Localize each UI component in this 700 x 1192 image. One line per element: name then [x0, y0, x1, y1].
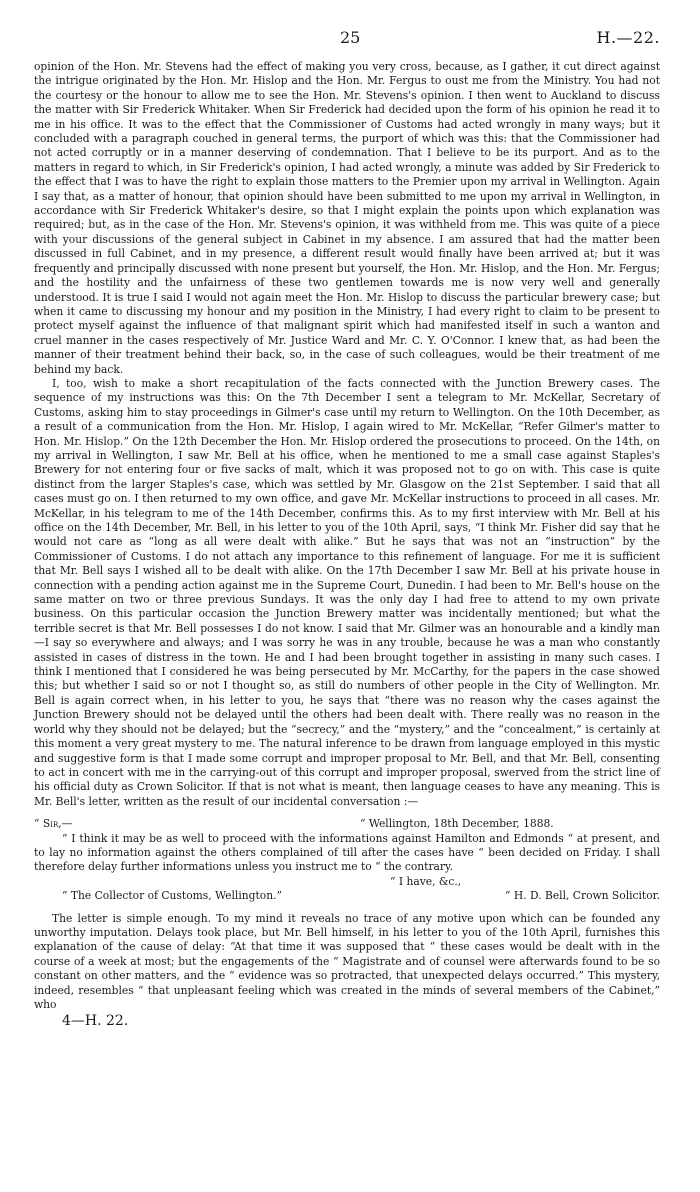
- signature-reference: 4—H. 22.: [62, 1013, 129, 1030]
- letter-heading-row: [34, 817, 660, 831]
- page-number: 25: [340, 28, 361, 47]
- quoted-letter: [34, 817, 660, 903]
- document-code: H.—22.: [596, 28, 660, 47]
- paragraph-recapitulation: I, too, wish to make a short recapitulation of the facts connected with the Junction Brewery cases. The sequence of my instructions was this: On the 7th December I sent a telegram to Mr. McKellar, Secretary of Customs, asking him to stay proceedings in Gilmer's case until my return to Wellington. On the 10th December, as a result of a communication from the Hon. Mr. Hislop, I again wired to Mr. McKellar, “Refer Gilmer's matter to Hon. Mr. Hislop.” On the 12th December the Hon. Mr. Hislop ordered the prosecutions to proceed. On the 14th, on my arrival in Wellington, I saw Mr. Bell at his office, when he mentioned to me a small case against Staples's Brewery for not entering four or five sacks of malt, which it was proposed not to go on with. This case is quite distinct from the larger Staples's case, which was settled by Mr. Glasgow on the 21st September. I said that all cases must go on. I then returned to my own office, and gave Mr. McKellar instructions to proceed in all cases. Mr. McKellar, in his telegram to me of the 14th December, confirms this. As to my first interview with Mr. Bell at his office on the 14th December, Mr. Bell, in his letter to you of the 10th April, says, “I think Mr. Fisher did say that he would not care as “long as all were dealt with alike.” But he says that was not an “instruction” by the Commissioner of Customs. I do not attach any importance to this refinement of language. For me it is sufficient that Mr. Bell says I wished all to be dealt with alike. On the 17th December I saw Mr. Bell at his private house in connection with a pending action against me in the Supreme Court, Dunedin. I had been to Mr. Bell's house on the same matter on two or three previous Sundays. It was the only day I had free to attend to my own private business. On this particular occasion the Junction Brewery matter was incidentally mentioned; but what the terrible secret is that Mr. Bell possesses I do not know. I said that Mr. Gilmer was an honourable and a kindly man—I say so everywhere and always; and I was sorry he was in any trouble, because he was a man who constantly assisted in cases of distress in the town. He and I had been brought together in assisting in many such cases. I think I mentioned that I considered he was being persecuted by Mr. McCarthy, for the papers in the case showed this; but whether I said so or not I thought so, as still do numbers of other people in the City of Wellington. Mr. Bell is again correct when, in his letter to you, he says that “there was no reason why the cases against the Junction Brewery should not be delayed until the others had been dealt with. There really was no reason in the world why they should not be delayed; but the “secrecy,” and the “mystery,” and the “concealment,” is certainly at this moment a very great mystery to me. The natural inference to be drawn from language employed in this mystic and suggestive form is that I made some corrupt and improper proposal to Mr. Bell, and that Mr. Bell, consenting to act in concert with me in the carrying-out of this corrupt and improper proposal, swerved from the strict line of his official duty as Crown Solicitor. If that is not what is meant, then language ceases to have any meaning. This is Mr. Bell's letter, written as the result of our incidental conversation :—: [34, 376, 660, 808]
- body-text-after-letter: [34, 912, 660, 1013]
- letter-closing: “ I have, &c.,: [390, 874, 462, 888]
- letter-sign-row: [34, 889, 660, 903]
- letter-body: “ I think it may be as well to proceed with the informations against Hamilton and Edmonds “ at present, and to lay no information against the others complained of till after the cases have “ been decided on Friday. I shall therefore delay further informations unless you instruct me to “ the contrary.: [34, 831, 660, 874]
- letter-salutation: “ Sir,—: [34, 817, 73, 831]
- letter-signature: “ H. D. Bell, Crown Solicitor.: [505, 889, 660, 903]
- paragraph-letter-commentary: The letter is simple enough. To my mind it reveals no trace of any motive upon which can be founded any unworthy imputation. Delays took place, but Mr. Bell himself, in his letter to you of the 10th April, furnishes this explanation of the cause of delay: “At that time it was supposed that “ these cases would be dealt with in the course of a week at most; but the engagements of the “ Magistrate and of counsel were afterwards found to be so constant on other matters, and the “ evidence was so protracted, that unexpected delays occurred.” This mystery, indeed, resembles “ that unpleasant feeling which was created in the minds of several members of the Cabinet,” who: [34, 911, 660, 1011]
- letter-addressee: “ The Collector of Customs, Wellington.”: [62, 889, 282, 903]
- paragraph-opinion-continued: opinion of the Hon. Mr. Stevens had the effect of making you very cross, because, as I gather, it cut direct against the intrigue originated by the Hon. Mr. Hislop and the Hon. Mr. Fergus to oust me from the Ministry. You had not the courtesy or the honour to allow me to see the Hon. Mr. Stevens's opinion. I then went to Auckland to discuss the matter with Sir Frederick Whitaker. When Sir Frederick had decided upon the form of his opinion he read it to me in his office. It was to the effect that the Commissioner of Customs had acted wrongly in many ways; but it concluded with a paragraph couched in general terms, the purport of which was this: that the Commissioner had not acted corruptly or in a manner deserving of condemnation. That I believe to be its purport. And as to the matters in regard to which, in Sir Frederick's opinion, I had acted wrongly, a minute was added by Sir Frederick to the effect that I was to have the right to explain those matters to the Premier upon my arrival in Wellington. Again I say that, as a matter of honour, that opinion should have been submitted to me upon my arrival in Wellington, in accordance with Sir Frederick Whitaker's desire, so that I might explain the points upon which explanation was required; but, as in the case of the Hon. Mr. Stevens's opinion, it was withheld from me. This was quite of a piece with your discussions of the general subject in Cabinet in my absence. I am assured that had the matter been discussed in full Cabinet, and in my presence, a different result would finally have been arrived at; but it was frequently and principally discussed with none present but yourself, the Hon. Mr. Hislop, and the Hon. Mr. Fergus; and the hostility and the unfairness of these two gentlemen towards me is now very well and generally understood. It is true I said I would not again meet the Hon. Mr. Hislop to discuss the particular brewery case; but when it came to discussing my honour and my position in the Ministry, I had every right to claim to be present to protect myself against the influence of that malignant spirit which had manifested itself in such a wanton and cruel manner in the cases respectively of Mr. Justice Ward and Mr. C. Y. O'Connor. I knew that, as had been the manner of their treatment behind their back, so, in the case of such colleagues, would be their treatment of me behind my back.: [34, 60, 660, 376]
- body-text: [34, 60, 660, 809]
- letter-date: “ Wellington, 18th December, 1888.: [360, 817, 554, 831]
- page-header: [34, 28, 660, 60]
